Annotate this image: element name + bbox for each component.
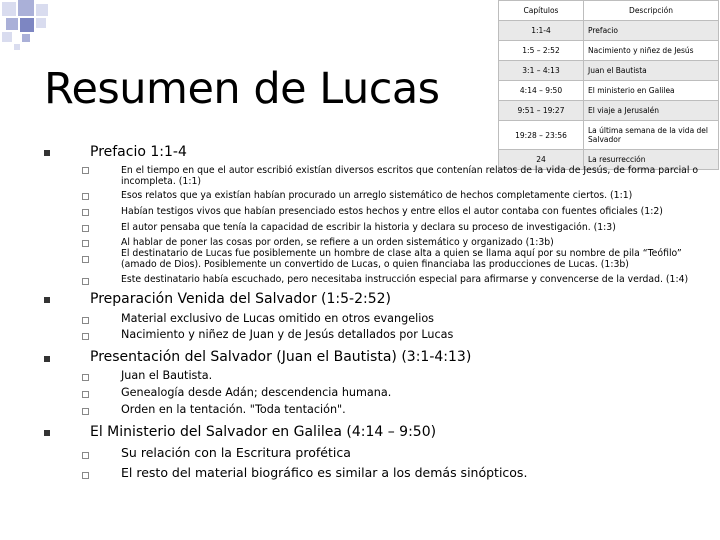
list-item: Nacimiento y niñez de Juan y de Jesús detallados por Lucas — [121, 328, 454, 341]
bullet-box-icon — [82, 193, 89, 200]
bullet-box-icon — [82, 391, 89, 398]
page-title: Resumen de Lucas — [44, 64, 440, 114]
column-header-description: Descripción — [584, 1, 719, 21]
section-heading: Prefacio 1:1-4 — [90, 144, 187, 160]
chapter-cell: 1:1-4 — [499, 21, 584, 41]
description-cell: Nacimiento y niñez de Jesús — [584, 41, 719, 61]
bullet-square-icon — [44, 356, 50, 362]
list-item: El autor pensaba que tenía la capacidad de escribir la historia y declara su proceso de investigación. (1:3) — [121, 222, 616, 233]
list-item: Su relación con la Escritura profética — [121, 445, 351, 460]
list-item: Al hablar de poner las cosas por orden, se refiere a un orden sistemático y organizado (1:3b) — [121, 237, 554, 248]
bullet-box-icon — [82, 374, 89, 381]
description-cell: La última semana de la vida del Salvador — [584, 121, 719, 150]
corner-decoration — [0, 0, 60, 60]
description-cell: Juan el Bautista — [584, 61, 719, 81]
table-row — [499, 121, 719, 150]
list-item: El destinatario de Lucas fue posiblemente un hombre de clase alta a quien se llama aquí por su nombre de pila “Teófilo” (amado de Dios). Posiblemente un convertido de Lucas, o quien financiaba las producciones de Lucas. (1:3b) — [121, 248, 682, 270]
description-cell: Prefacio — [584, 21, 719, 41]
section-heading: Presentación del Salvador (Juan el Bautista) (3:1-4:13) — [90, 349, 472, 365]
bullet-square-icon — [44, 297, 50, 303]
list-item: Material exclusivo de Lucas omitido en otros evangelios — [121, 312, 434, 325]
description-cell: El viaje a Jerusalén — [584, 101, 719, 121]
description-cell: El ministerio en Galilea — [584, 81, 719, 101]
chapter-cell: 1:5 – 2:52 — [499, 41, 584, 61]
chapter-cell: 24 — [499, 150, 584, 170]
bullet-box-icon — [82, 167, 89, 174]
bullet-square-icon — [44, 150, 50, 156]
column-header-chapters: Capítulos — [499, 1, 584, 21]
chapter-cell: 9:51 – 19:27 — [499, 101, 584, 121]
bullet-box-icon — [82, 408, 89, 415]
bullet-box-icon — [82, 333, 89, 340]
bullet-box-icon — [82, 472, 89, 479]
bullet-box-icon — [82, 225, 89, 232]
bullet-box-icon — [82, 256, 89, 263]
chapter-cell: 4:14 – 9:50 — [499, 81, 584, 101]
list-item: Orden en la tentación. "Toda tentación". — [121, 403, 346, 416]
list-item: Habían testigos vivos que habían presenciado estos hechos y entre ellos el autor contaba con fuentes oficiales (1:2) — [121, 206, 663, 217]
table-row — [499, 81, 719, 101]
chapters-table — [498, 0, 719, 170]
bullet-box-icon — [82, 240, 89, 247]
table-row — [499, 21, 719, 41]
bullet-box-icon — [82, 209, 89, 216]
bullet-box-icon — [82, 278, 89, 285]
list-item: En el tiempo en que el autor escribió existían diversos escritos que contenían relatos de la vida de Jesús, de forma parcial o incompleta. (1:1) — [121, 165, 699, 187]
table-header-row — [499, 1, 719, 21]
table-row — [499, 41, 719, 61]
bullet-square-icon — [44, 430, 50, 436]
chapter-cell: 19:28 – 23:56 — [499, 121, 584, 150]
list-item: El resto del material biográfico es similar a los demás sinópticos. — [121, 465, 528, 480]
description-cell: La resurrección — [584, 150, 719, 170]
bullet-box-icon — [82, 452, 89, 459]
list-item: Este destinatario había escuchado, pero necesitaba instrucción especial para afirmarse y convencerse de la verdad. (1:4) — [121, 274, 689, 285]
list-item: Esos relatos que ya existían habían procurado un arreglo sistemático de hechos completamente ciertos. (1:1) — [121, 190, 633, 201]
list-item: Juan el Bautista. — [121, 369, 213, 382]
section-heading: Preparación Venida del Salvador (1:5-2:52) — [90, 291, 391, 307]
chapter-cell: 3:1 – 4:13 — [499, 61, 584, 81]
list-item: Genealogía desde Adán; descendencia humana. — [121, 386, 392, 399]
bullet-box-icon — [82, 317, 89, 324]
table-row — [499, 61, 719, 81]
table-row — [499, 101, 719, 121]
section-heading: El Ministerio del Salvador en Galilea (4:14 – 9:50) — [90, 424, 437, 440]
